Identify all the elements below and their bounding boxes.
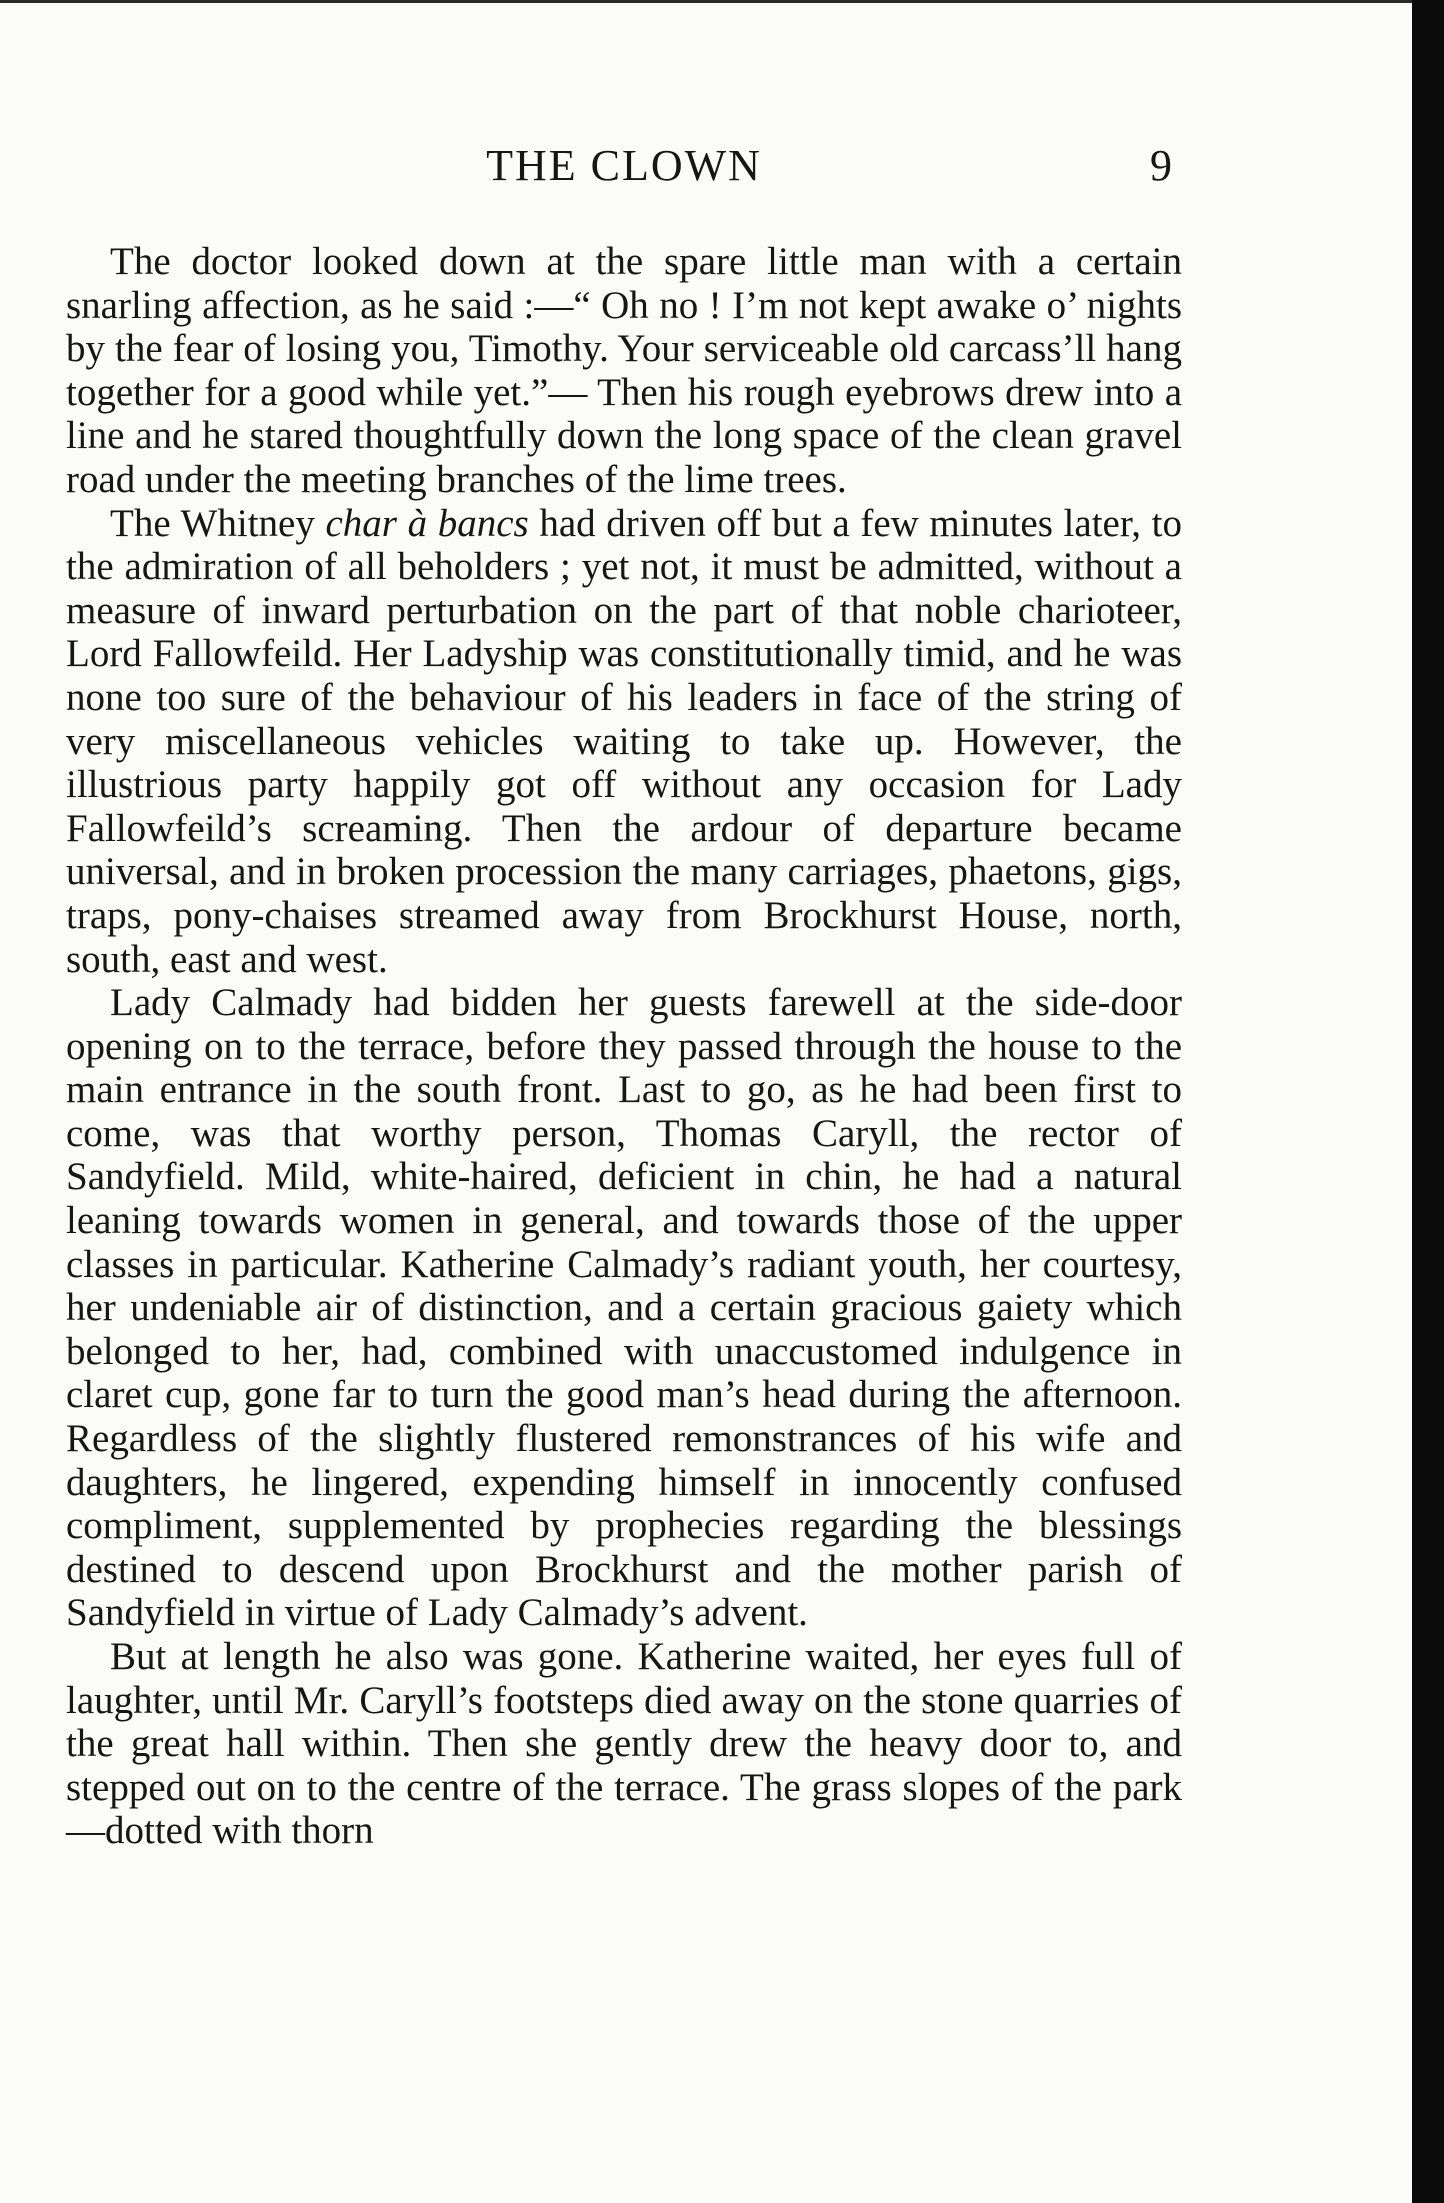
paragraph-whitney-start: The Whitney <box>110 501 326 545</box>
paragraph-departure: But at length he also was gone. Katherine waited, her eyes full of laughter, until Mr. Caryll’s footsteps died away on the stone quarries of the great hall within. Then she gently drew the heavy door to, and stepped out on to the centre of the terrace. The grass slopes of the park—dotted with thorn <box>66 1635 1182 1853</box>
running-title: THE CLOWN <box>486 141 762 190</box>
paragraph-whitney <box>66 502 1182 982</box>
page-top-edge <box>0 0 1412 3</box>
running-header <box>66 140 1182 200</box>
body-text <box>66 240 1182 1853</box>
scan-dark-edge <box>1412 0 1444 2203</box>
carriage-name-italic: char à bancs <box>325 501 529 545</box>
page-number: 9 <box>1150 141 1172 190</box>
paragraph-whitney-rest: had driven off but a few minutes later, to the admiration of all beholders ; yet not, it must be admitted, without a measure of inward perturbation on the part of that noble charioteer, Lord Fallowfeild. Her Ladyship was constitutionally timid, and he was none too sure of the behaviour of his leaders in face of the string of very miscellaneous vehicles waiting to take up. However, the illustrious party happily got off without any occasion for Lady Fallowfeild’s screaming. Then the ardour of departure became universal, and in broken procession the many carriages, phaetons, gigs, traps, pony-chaises streamed away from Brockhurst House, north, south, east and west. <box>66 501 1182 981</box>
paragraph-calmady: Lady Calmady had bidden her guests farewell at the side-door opening on to the terrace, before they passed through the house to the main entrance in the south front. Last to go, as he had been first to come, was that worthy person, Thomas Caryll, the rector of Sandyfield. Mild, white-haired, deficient in chin, he had a natural leaning towards women in general, and towards those of the upper classes in particular. Katherine Calmady’s radiant youth, her courtesy, her undeniable air of distinction, and a certain gracious gaiety which belonged to her, had, combined with unaccustomed indulgence in claret cup, gone far to turn the good man’s head during the afternoon. Regardless of the slightly flustered remonstrances of his wife and daughters, he lingered, expending himself in innocently confused compliment, supplemented by prophecies regarding the blessings destined to descend upon Brockhurst and the mother parish of Sandyfield in virtue of Lady Calmady’s advent. <box>66 981 1182 1635</box>
paragraph-doctor: The doctor looked down at the spare little man with a certain snarling affection, as he said :—“ Oh no ! I’m not kept awake o’ nights by the fear of losing you, Timothy. Your serviceable old carcass’ll hang together for a good while yet.”— Then his rough eyebrows drew into a line and he stared thoughtfully down the long space of the clean gravel road under the meeting branches of the lime trees. <box>66 240 1182 501</box>
